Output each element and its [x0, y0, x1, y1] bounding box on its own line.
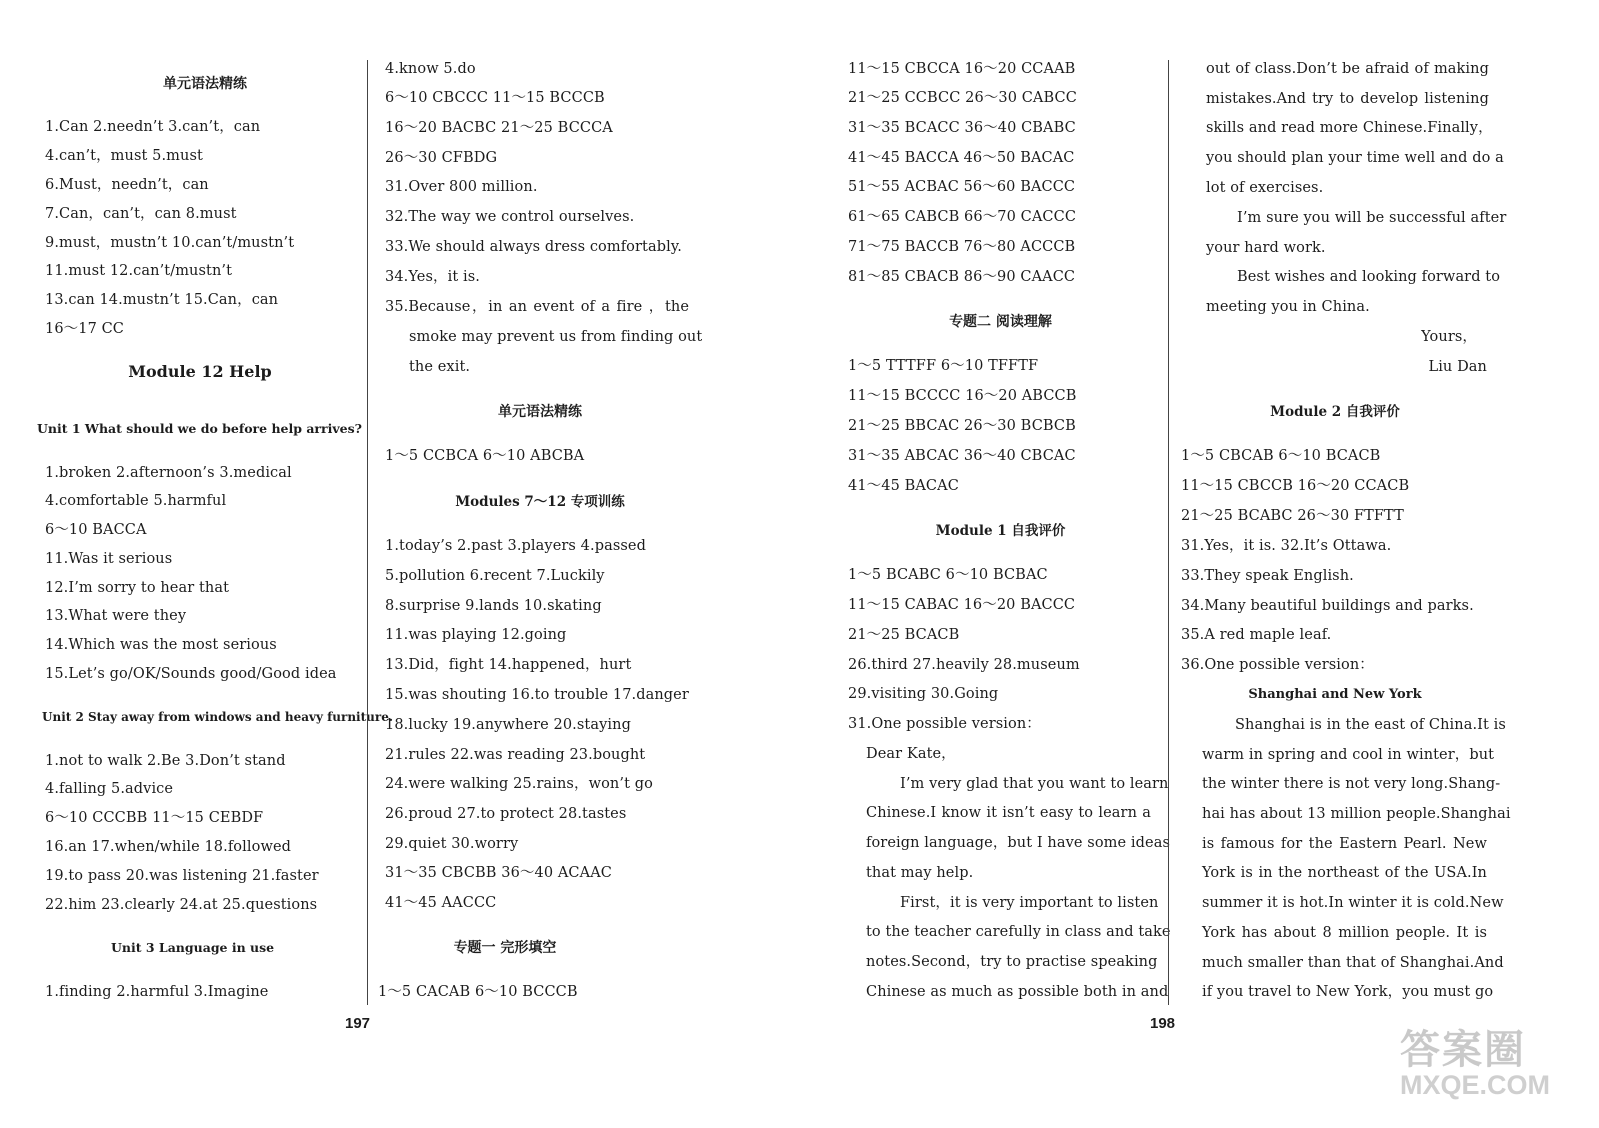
answer-line: 34.Yes，it is. — [385, 269, 480, 285]
column-divider — [1168, 60, 1169, 1005]
answer-line: 31.Yes，it is. 32.It’s Ottawa. — [1181, 538, 1392, 554]
section-heading: 专题二 阅读理解 — [949, 314, 1052, 330]
essay-line: much smaller than that of Shanghai.And — [1202, 955, 1504, 971]
essay-line: summer it is hot.In winter it is cold.New — [1202, 895, 1504, 911]
section-heading: 专题一 完形填空 — [453, 940, 557, 956]
answer-line: 11～15 CBCCA 16～20 CCAAB — [848, 61, 1076, 77]
answer-line: 31～35 CBCBB 36～40 ACAAC — [385, 865, 612, 881]
answer-line: 1～5 BCABC 6～10 BCBAC — [848, 567, 1048, 583]
answer-line: 16～17 CC — [45, 321, 124, 337]
left-page — [0, 0, 790, 1128]
essay-line: is famous for the Eastern Pearl. New — [1202, 836, 1487, 852]
unit-heading: Unit 2 Stay away from windows and heavy furniture. — [42, 710, 394, 724]
letter-line: your hard work. — [1206, 240, 1326, 256]
answer-line: 11.was playing 12.going — [385, 627, 567, 643]
answer-line: 71～75 BACCB 76～80 ACCCB — [848, 239, 1076, 255]
answer-line: 7.Can，can’t，can 8.must — [45, 206, 237, 222]
section-heading: Module 1 自我评价 — [935, 523, 1066, 539]
answer-line: 29.visiting 30.Going — [848, 686, 999, 702]
answer-line: 4.falling 5.advice — [45, 781, 174, 797]
answer-line: 61～65 CABCB 66～70 CACCC — [848, 209, 1077, 225]
answer-line: 11.Was it serious — [45, 551, 173, 567]
answer-line: 6～10 BACCA — [45, 522, 147, 538]
answer-line: 41～45 BACAC — [848, 478, 959, 494]
answer-line: 31～35 ABCAC 36～40 CBCAC — [848, 448, 1076, 464]
answer-line: 4.comfortable 5.harmful — [45, 493, 227, 509]
letter-line: First，it is very important to listen — [900, 895, 1159, 911]
answer-line: 15.Let’s go/OK/Sounds good/Good idea — [45, 666, 337, 682]
answer-line: 6.Must，needn’t，can — [45, 177, 209, 193]
answer-line: 18.lucky 19.anywhere 20.staying — [385, 717, 631, 733]
answer-line: 11.must 12.can’t/mustn’t — [45, 263, 233, 279]
page-number: 197 — [345, 1015, 371, 1032]
letter-line: Chinese as much as possible both in and — [866, 984, 1169, 1000]
letter-line: to the teacher carefully in class and take — [866, 924, 1171, 940]
answer-line: 21～25 BCACB — [848, 627, 960, 643]
essay-line: warm in spring and cool in winter，but — [1202, 747, 1495, 763]
answer-line: 31.Over 800 million. — [385, 179, 538, 195]
answer-line: 33.They speak English. — [1181, 568, 1354, 584]
answer-line: 32.The way we control ourselves. — [385, 209, 635, 225]
letter-line: lot of exercises. — [1206, 180, 1324, 196]
letter-line: out of class.Don’t be afraid of making — [1206, 61, 1489, 77]
answer-line: 22.him 23.clearly 24.at 25.questions — [45, 897, 318, 913]
answer-line: 13.Did，fight 14.happened，hurt — [385, 657, 632, 673]
answer-line: 29.quiet 30.worry — [385, 836, 519, 852]
unit-heading: Unit 3 Language in use — [111, 940, 275, 955]
essay-line: the winter there is not very long.Shang- — [1202, 776, 1501, 792]
letter-line: mistakes.And try to develop listening — [1206, 91, 1489, 107]
answer-line: smoke may prevent us from finding out — [409, 329, 703, 345]
answer-line: 21.rules 22.was reading 23.bought — [385, 747, 646, 763]
answer-line: 81～85 CBACB 86～90 CAACC — [848, 269, 1076, 285]
answer-line: 26.third 27.heavily 28.museum — [848, 657, 1080, 673]
answer-line: 36.One possible version： — [1181, 657, 1374, 673]
page-number: 198 — [1150, 1015, 1176, 1032]
answer-line: 21～25 BCABC 26～30 FTFTT — [1181, 508, 1404, 524]
answer-line: 51～55 ACBAC 56～60 BACCC — [848, 179, 1076, 195]
watermark-logo — [1400, 1018, 1570, 1108]
answer-line: 11～15 CBCCB 16～20 CCACB — [1181, 478, 1410, 494]
watermark-text: 答案圈 — [1400, 1027, 1526, 1073]
answer-line: 14.Which was the most serious — [45, 637, 277, 653]
answer-line: 6～10 CBCCC 11～15 BCCCB — [385, 90, 605, 106]
answer-line: 35.A red maple leaf. — [1181, 627, 1332, 643]
answer-line: 12.I’m sorry to hear that — [45, 580, 229, 596]
answer-line: 11～15 CABAC 16～20 BACCC — [848, 597, 1076, 613]
answer-line: 16～20 BACBC 21～25 BCCCA — [385, 120, 613, 136]
answer-line: 13.can 14.mustn’t 15.Can，can — [45, 292, 279, 308]
letter-line: meeting you in China. — [1206, 299, 1370, 315]
column-divider — [367, 60, 368, 1005]
letter-line: I’m sure you will be successful after — [1237, 210, 1507, 226]
answer-line: 41～45 AACCC — [385, 895, 497, 911]
answer-line: 9.must，mustn’t 10.can’t/mustn’t — [45, 235, 295, 251]
answer-line: 1～5 CCBCA 6～10 ABCBA — [385, 448, 585, 464]
answer-line: 41～45 BACCA 46～50 BACAC — [848, 150, 1075, 166]
answer-line: 4.know 5.do — [385, 61, 476, 77]
section-heading: Module 2 自我评价 — [1270, 404, 1400, 420]
answer-line: the exit. — [409, 359, 471, 375]
answer-line: 11～15 BCCCC 16～20 ABCCB — [848, 388, 1077, 404]
essay-line: if you travel to New York，you must go — [1202, 984, 1494, 1000]
answer-line: 4.can’t，must 5.must — [45, 148, 203, 164]
answer-line: 5.pollution 6.recent 7.Luckily — [385, 568, 605, 584]
section-heading: 单元语法精练 — [163, 76, 247, 92]
answer-line: 6～10 CCCBB 11～15 CEBDF — [45, 810, 264, 826]
letter-line: Chinese.I know it isn’t easy to learn a — [866, 805, 1151, 821]
answer-line: 1～5 CACAB 6～10 BCCCB — [378, 984, 578, 1000]
letter-line: foreign language，but I have some ideas — [866, 835, 1170, 851]
answer-line: 1～5 CBCAB 6～10 BCACB — [1181, 448, 1381, 464]
answer-line: 8.surprise 9.lands 10.skating — [385, 598, 602, 614]
module-title: Module 12 Help — [128, 362, 272, 381]
answer-line: 26～30 CFBDG — [385, 150, 498, 166]
answer-line: 34.Many beautiful buildings and parks. — [1181, 598, 1474, 614]
answer-line: 1.today’s 2.past 3.players 4.passed — [385, 538, 646, 554]
answer-line: 1～5 TTTFF 6～10 TFFTF — [848, 358, 1039, 374]
letter-line: notes.Second，try to practise speaking — [866, 954, 1158, 970]
section-heading: Modules 7～12 专项训练 — [455, 494, 625, 510]
section-heading: 单元语法精练 — [498, 404, 582, 420]
answer-line: 13.What were they — [45, 608, 187, 624]
answer-line: 31～35 BCACC 36～40 CBABC — [848, 120, 1076, 136]
letter-closing: Yours， — [1421, 329, 1477, 345]
answer-line: 31.One possible version： — [848, 716, 1041, 732]
letter-line: I’m very glad that you want to learn — [900, 776, 1169, 792]
unit-heading: Unit 1 What should we do before help arrives? — [37, 421, 362, 436]
answer-line: 33.We should always dress comfortably. — [385, 239, 682, 255]
answer-line: 15.was shouting 16.to trouble 17.danger — [385, 687, 689, 703]
watermark-url: MXQE.COM — [1400, 1070, 1551, 1100]
answer-line: 21～25 CCBCC 26～30 CABCC — [848, 90, 1077, 106]
essay-line: York is in the northeast of the USA.In — [1202, 865, 1487, 881]
answer-line: 1.not to walk 2.Be 3.Don’t stand — [45, 753, 286, 769]
answer-line: 16.an 17.when/while 18.followed — [45, 839, 292, 855]
answer-line: 1.finding 2.harmful 3.Imagine — [45, 984, 269, 1000]
answer-line: 21～25 BBCAC 26～30 BCBCB — [848, 418, 1076, 434]
answer-line: 1.Can 2.needn’t 3.can’t，can — [45, 119, 261, 135]
letter-line: that may help. — [866, 865, 974, 881]
answer-line: 19.to pass 20.was listening 21.faster — [45, 868, 319, 884]
essay-line: York has about 8 million people. It is — [1202, 925, 1487, 941]
answer-line: 35.Because，in an event of a fire ，the — [385, 299, 689, 315]
letter-line: you should plan your time well and do a — [1206, 150, 1504, 166]
letter-line: skills and read more Chinese.Finally， — [1206, 120, 1493, 136]
answer-line: 1.broken 2.afternoon’s 3.medical — [45, 465, 292, 481]
letter-line: Best wishes and looking forward to — [1237, 269, 1501, 285]
answer-line: 26.proud 27.to protect 28.tastes — [385, 806, 627, 822]
essay-line: Shanghai is in the east of China.It is — [1235, 717, 1506, 733]
letter-line: Dear Kate， — [866, 746, 956, 762]
right-page — [805, 0, 1595, 1128]
essay-line: hai has about 13 million people.Shanghai — [1202, 806, 1511, 822]
answer-line: 24.were walking 25.rains，won’t go — [385, 776, 653, 792]
letter-signature: Liu Dan — [1428, 359, 1487, 375]
essay-title: Shanghai and New York — [1248, 687, 1422, 702]
